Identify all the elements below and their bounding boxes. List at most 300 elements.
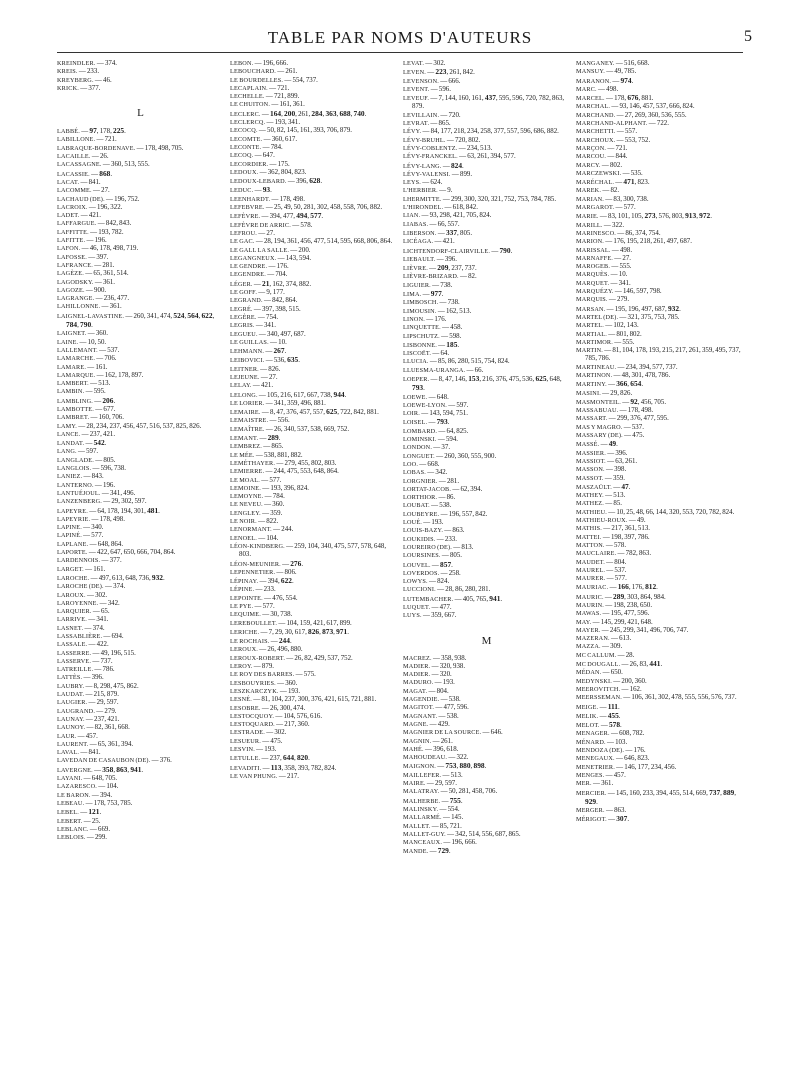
index-entry: LIGUIER. — 738.	[403, 281, 453, 289]
page-reference: 396	[444, 255, 456, 263]
index-entry: LÉPINE. — 233.	[230, 586, 276, 594]
author-name: LAGODSKY.	[57, 278, 94, 286]
author-name: LUQUET.	[403, 604, 431, 611]
index-entry: LE GAC. — 28, 194, 361, 456, 477, 514, 595, 668, 806, 864.	[230, 238, 393, 246]
page-reference: 176	[633, 747, 644, 755]
index-entry: LUTEMBACHER. — 405, 765, 941.	[403, 593, 503, 603]
page-reference: 786	[102, 666, 113, 674]
page-reference: 824	[479, 212, 490, 220]
author-name: LIBERSON.	[403, 229, 437, 237]
author-name: LACHAUD (DE).	[57, 195, 105, 203]
author-name: MÉRIGOT.	[576, 816, 607, 824]
page-reference: 85	[613, 500, 621, 508]
index-entry: LEROY. — 879.	[230, 663, 274, 671]
author-name: MARCZEWSKI.	[576, 169, 622, 177]
index-entry: LEMÉTHAYER. — 279, 455, 802, 803.	[230, 459, 337, 467]
page-reference: 176	[276, 263, 287, 271]
index-entry: LAGÈZE. — 65, 361, 514.	[57, 270, 129, 278]
author-name: LEJEUNE.	[230, 373, 260, 381]
page-reference: 50	[267, 127, 274, 135]
index-entry: LAFFARGUE. — 842, 843.	[57, 220, 132, 228]
page-reference: 721	[449, 822, 461, 830]
page-reference: 864	[110, 540, 122, 548]
index-entry: LARDENNOIS. — 377.	[57, 557, 122, 565]
author-name: MARTEL.	[576, 322, 605, 330]
page-reference: 284	[311, 108, 323, 118]
author-name: MAGNANT.	[403, 712, 438, 720]
page-reference: 536	[522, 375, 533, 383]
page-reference: 825	[456, 427, 467, 435]
index-entry: LEDOUX-LEBARD. — 396, 628.	[230, 176, 323, 186]
page-reference: 341	[636, 626, 647, 634]
index-entry: MARINESCO. — 86, 374, 754.	[576, 229, 661, 237]
page-reference: 577	[262, 603, 273, 610]
index-entry: LESTOQUARD. — 217, 360.	[230, 721, 310, 729]
author-name: MASSOT.	[576, 474, 604, 482]
page-reference: 498	[112, 515, 124, 523]
page-reference: 824	[437, 578, 448, 586]
author-name: MEDYNSKI.	[576, 677, 613, 685]
page-reference: 477	[443, 704, 454, 712]
author-name: MAUREL.	[576, 566, 606, 574]
page-reference: 667	[306, 391, 318, 399]
index-entry: LAMY. — 28, 234, 237, 456, 457, 516, 537, 825, 826.	[57, 422, 202, 430]
page-reference: 298	[439, 212, 450, 220]
page-reference: 178	[107, 507, 118, 515]
page-reference: 81	[261, 696, 269, 704]
author-name: LIMOUSIN.	[403, 307, 437, 315]
page-reference: 648	[640, 618, 651, 626]
page-reference: 302	[121, 498, 132, 506]
page-reference: 146	[629, 103, 640, 111]
page-reference: 223	[435, 67, 447, 77]
index-entry: LEVENSON. — 666.	[403, 77, 461, 85]
page-reference: 822	[266, 518, 277, 526]
author-name: LECONTE.	[230, 143, 262, 151]
author-name: MARCEL.	[576, 95, 605, 103]
page-reference: 162	[104, 371, 116, 379]
page-reference: 624	[430, 179, 441, 187]
page-reference: 50	[97, 338, 105, 346]
index-entry: LEBERT. — 25.	[57, 817, 101, 825]
page-reference: 361	[601, 780, 612, 788]
page-reference: 200	[284, 108, 296, 118]
page-reference: 898	[473, 761, 485, 771]
page-reference: 193	[264, 746, 275, 754]
page-reference: 555	[622, 338, 633, 346]
page-reference: 720	[525, 95, 536, 103]
page-reference: 737	[724, 694, 735, 702]
index-entry: LAURENT. — 65, 361, 394.	[57, 740, 134, 748]
index-entry: MASSART. — 299, 376, 477, 595.	[576, 415, 669, 423]
index-entry: LASSABLIÈRE. — 694.	[57, 633, 124, 640]
author-name: LÉPINAY.	[230, 578, 259, 586]
author-name: LEROUX.	[230, 646, 259, 654]
page-reference: 537	[631, 423, 643, 431]
author-name: MEIGE.	[576, 703, 599, 711]
page-reference: 341	[146, 312, 158, 320]
page-reference: 63	[467, 153, 475, 161]
page-reference: 10	[87, 338, 95, 346]
page-reference: 786	[637, 533, 648, 541]
page-reference: 363	[325, 108, 337, 118]
index-entry: LACOMME. — 27.	[57, 187, 110, 195]
page-reference: 863	[552, 95, 563, 103]
page-reference: 194	[273, 238, 285, 246]
index-entry: MAURIN. — 198, 238, 650.	[576, 602, 653, 609]
page-reference: 577	[503, 153, 515, 161]
page-reference: 258	[448, 569, 460, 577]
index-entry: MALLET. — 85, 721.	[403, 822, 462, 830]
page-reference: 195	[626, 238, 638, 246]
page-reference: 514	[327, 238, 338, 246]
page-reference: 26	[629, 661, 637, 669]
index-entry: MARILL. — 322.	[576, 221, 625, 229]
author-name: MARTINY.	[576, 381, 607, 389]
section-letter: M	[481, 634, 492, 647]
author-name: LADET.	[57, 212, 80, 220]
page-reference: 513	[98, 380, 109, 388]
page-reference: 597	[134, 498, 145, 506]
page-reference: 971	[336, 626, 348, 636]
page-reference: 289	[267, 433, 279, 443]
page-reference: 27	[622, 254, 630, 262]
page-reference: 376	[630, 415, 641, 423]
index-entry: LEGRAND. — 842, 864.	[230, 297, 298, 305]
index-entry: LEVEUF. — 7, 144, 160, 161, 437, 595, 596, 720, 782, 863, 879.	[403, 93, 565, 111]
author-name: LICÉAGA.	[403, 238, 434, 246]
author-name: LACOMME.	[57, 187, 92, 195]
author-name: LEPOINTE.	[230, 594, 263, 602]
page-reference: 635	[287, 355, 299, 365]
page-reference: 737	[709, 787, 721, 797]
author-name: LOO.	[403, 460, 419, 468]
page-reference: 669	[323, 425, 335, 433]
page-reference: 175	[277, 160, 288, 168]
author-name: MAY.	[576, 618, 592, 626]
author-name: LEVENSON.	[403, 77, 440, 85]
page-reference: 65	[93, 270, 101, 278]
index-entry: MASSIER. — 396.	[576, 449, 628, 457]
page-reference: 553	[624, 136, 636, 144]
page-reference: 694	[111, 633, 122, 640]
page-reference: 737	[728, 347, 739, 355]
author-name: LASSERVE.	[57, 657, 92, 665]
author-name: LATREILLE.	[57, 666, 94, 674]
author-name: LEENHARDT.	[230, 195, 271, 203]
index-entry: LANIEZ. — 843.	[57, 473, 104, 481]
page-reference: 193	[431, 519, 442, 527]
index-entry: MADIER. — 320.	[403, 671, 452, 679]
index-entry: MADURO. — 193.	[403, 679, 455, 687]
index-entry: LEVENT. — 596.	[403, 85, 451, 93]
page-reference: 160	[458, 95, 469, 103]
page-reference: 706	[326, 127, 337, 135]
author-name: MATHEZ.	[576, 500, 605, 508]
index-entry: MARTEL (DE). — 321, 375, 753, 785.	[576, 313, 680, 321]
page-reference: 396	[283, 484, 294, 492]
page-reference: 477	[282, 213, 294, 221]
author-name: LAUNOY.	[57, 724, 86, 732]
index-entry: LEJEUNE. — 27.	[230, 373, 278, 381]
page-reference: 974	[620, 75, 632, 85]
author-name: LAGRANGE.	[57, 295, 95, 303]
index-entry: LANGLADE. — 805.	[57, 456, 116, 464]
index-entry: LÉPINAY. — 394, 622.	[230, 576, 294, 586]
page-reference: 782	[538, 95, 550, 103]
page-reference: 786	[658, 371, 669, 379]
index-entry: LECONTE. — 784.	[230, 143, 283, 151]
index-entry: MAYER. — 245, 299, 341, 496, 706, 747.	[576, 626, 689, 634]
page-reference: 481	[147, 505, 159, 515]
page-reference: 397	[262, 305, 273, 313]
index-entry: MASSON. — 398.	[576, 466, 627, 474]
page-reference: 48	[621, 371, 629, 379]
author-name: LUTEMBACHER.	[403, 595, 454, 603]
page-reference: 625	[535, 373, 547, 383]
index-entry: LEVEN. — 223, 261, 842.	[403, 67, 475, 77]
index-entry: MARCY. — 802.	[576, 161, 623, 169]
page-reference: 667	[444, 612, 455, 620]
page-reference: 628	[309, 176, 321, 186]
page-reference: 299	[616, 415, 628, 423]
page-reference: 397	[96, 253, 107, 261]
index-entry: MAIRE. — 29, 597.	[403, 780, 457, 788]
page-reference: 104	[622, 347, 633, 355]
index-entry: LINON. — 176.	[403, 315, 447, 323]
page-reference: 863	[452, 527, 463, 535]
index-entry: MAIGNON. — 753, 880, 898.	[403, 761, 487, 771]
page-reference: 422	[96, 549, 108, 557]
page-reference: 790	[80, 320, 92, 330]
index-entry: LE ROCHAIS. — 244.	[230, 636, 292, 646]
index-entry: LEMBREZ. — 865.	[230, 443, 284, 451]
index-entry: LE LORIER. — 341, 359, 496, 881.	[230, 399, 326, 407]
index-entry: LAVEDAN DE CASAUBON (DE). — 376.	[57, 757, 172, 765]
page-reference: 200	[298, 246, 309, 254]
page-reference: 497	[98, 574, 110, 582]
index-entry: LOVERDOS. — 258.	[403, 569, 461, 577]
page-reference: 900	[94, 286, 105, 294]
page-reference: 162	[629, 685, 640, 693]
page-reference: 237	[451, 265, 462, 273]
page-reference: 300	[623, 195, 634, 203]
index-entry: LOMINSKI. — 594.	[403, 436, 459, 444]
index-entry: LAFRANCE. — 281.	[57, 261, 115, 269]
page-reference: 805	[103, 456, 114, 464]
index-entry: LECORDIER. — 175.	[230, 160, 290, 168]
page-reference: 8	[438, 375, 443, 383]
author-name: LOMBARD.	[403, 427, 438, 435]
page-reference: 538	[448, 696, 460, 704]
page-reference: 576	[711, 694, 722, 702]
author-name: LHERMITTE.	[403, 195, 442, 203]
index-entry: MELIK. — 455.	[576, 710, 621, 720]
page-reference: 597	[636, 288, 647, 296]
author-name: MAHÉ.	[403, 745, 424, 753]
index-entry: MEERSSEMAN. — 106, 361, 302, 478, 555, 556, 576, 737.	[576, 694, 737, 702]
author-name: LAPEYRE.	[57, 507, 88, 515]
page-reference: 299	[450, 195, 462, 203]
page-reference: 842	[462, 69, 474, 77]
page-reference: 577	[347, 542, 358, 550]
page-reference: 341	[287, 119, 299, 127]
index-entry: LAUDAT. — 215, 879.	[57, 691, 119, 699]
page-title: TABLE PAR NOMS D'AUTEURS	[267, 28, 533, 47]
page-reference: 753	[654, 313, 665, 321]
page-reference: 82	[468, 273, 475, 281]
page-reference: 785	[667, 313, 678, 321]
author-name: MATHIEU.	[576, 508, 607, 516]
author-name: LÉVY-FRANCKEL.	[403, 153, 458, 161]
index-entry: LOUIS-BAZY. — 863.	[403, 527, 465, 535]
page-reference: 880	[459, 761, 471, 771]
page-reference: 261	[653, 238, 664, 246]
author-name: LOBAS.	[403, 469, 427, 477]
page-reference: 806	[366, 238, 378, 246]
page-reference: 737	[464, 265, 475, 273]
page-reference: 302	[657, 694, 669, 702]
page-reference: 706	[104, 355, 115, 363]
author-name: LÉVY-COBLENTZ.	[403, 144, 458, 152]
index-entry: MENETRIER. — 146, 177, 234, 456.	[576, 763, 677, 771]
index-entry: LÉON-MEUNIER. — 276.	[230, 558, 304, 568]
index-entry: MARIE. — 83, 101, 105, 273, 576, 803, 913, 972.	[576, 211, 712, 221]
page-reference: 359	[270, 509, 281, 517]
page-reference: 882	[290, 451, 301, 459]
author-name: LOUBAT.	[403, 502, 430, 510]
page-reference: 557	[624, 128, 636, 136]
index-entry: MASSARY (DE). — 475.	[576, 432, 645, 440]
page-reference: 441	[649, 659, 661, 669]
page-reference: 755	[449, 795, 461, 805]
page-reference: 299	[614, 618, 625, 626]
page-reference: 245	[609, 626, 621, 634]
page-reference: 813	[461, 543, 472, 551]
author-name: LÉVY-VALENSI.	[403, 170, 451, 178]
page-reference: 613	[619, 635, 630, 643]
page-reference: 164	[270, 108, 282, 118]
page-reference: 669	[695, 789, 707, 797]
author-name: LIGUIER.	[403, 281, 431, 289]
page-reference: 162	[445, 307, 457, 315]
author-name: LEBLOIS.	[57, 834, 86, 842]
author-name: MARCHAL.	[576, 103, 611, 111]
page-reference: 193	[274, 119, 286, 127]
author-name: LASSALE.	[57, 641, 88, 649]
author-name: MASSIER.	[576, 449, 606, 457]
author-name: KREIS.	[57, 68, 78, 76]
page-reference: 50	[448, 788, 456, 796]
page-reference: 824	[296, 484, 308, 492]
author-name: LANZENBERG.	[57, 498, 102, 506]
page-reference: 613	[112, 574, 123, 582]
page-reference: 215	[93, 691, 104, 699]
index-entry: LEGÈRE. — 754.	[230, 313, 279, 321]
page-reference: 720	[448, 111, 459, 119]
page-reference: 555	[137, 161, 148, 169]
author-name: MANSUY.	[576, 68, 605, 76]
index-entry: MARTIMOR. — 555.	[576, 338, 635, 346]
index-entry: LAFOSSE. — 397.	[57, 253, 109, 261]
page-reference: 320	[669, 508, 680, 516]
author-name: LANIEZ.	[57, 473, 83, 481]
index-entry: LORTAT-JACOB. — 62, 394.	[403, 485, 483, 493]
page-reference: 498	[641, 407, 652, 415]
author-name: MENGES.	[576, 771, 605, 779]
page-reference: 105	[631, 213, 642, 221]
page-reference: 722	[656, 120, 668, 128]
page-reference: 261	[440, 737, 452, 745]
page-reference: 238	[626, 602, 638, 609]
page-reference: 938	[454, 654, 465, 662]
author-name: LEREBOULLET.	[230, 619, 278, 627]
page-reference: 82	[276, 127, 284, 135]
author-name: LALLEMANT.	[57, 346, 98, 354]
page-reference: 557	[506, 128, 518, 136]
page-reference: 361	[624, 525, 635, 533]
author-name: LECOQ.	[230, 152, 254, 160]
page-reference: 322	[456, 754, 467, 762]
page-reference: 824	[497, 358, 508, 366]
author-name: MARQUÈS.	[576, 271, 610, 279]
page-reference: 738	[636, 195, 647, 203]
page-reference: 225	[113, 126, 125, 136]
index-entry: LETULLE. — 237, 644, 820.	[230, 753, 310, 763]
index-entry: LAUR. — 457.	[57, 732, 98, 740]
page-reference: 200	[621, 677, 632, 685]
page-reference: 577	[269, 476, 280, 484]
page-reference: 29	[96, 699, 104, 707]
page-reference: 28	[625, 651, 633, 659]
index-entry: MARCHAL. — 93, 146, 457, 537, 666, 824.	[576, 103, 695, 111]
author-name: MARC.	[576, 85, 597, 93]
page-reference: 648	[91, 775, 103, 783]
page-reference: 524	[173, 310, 185, 320]
index-entry: LE GUILLAS. — 10.	[230, 338, 287, 346]
index-entry: LEMIERRE. — 244, 475, 553, 648, 864.	[230, 468, 339, 476]
author-name: LLUCIA.	[403, 358, 429, 366]
author-name: LANGLOIS.	[57, 465, 92, 473]
page-reference: 864	[285, 297, 296, 305]
index-entry: LEITNER. — 826.	[230, 365, 281, 373]
page-reference: 879	[261, 663, 273, 671]
page-reference: 105	[267, 391, 278, 399]
index-entry: MANDE. — 729.	[403, 846, 451, 856]
index-entry: MASSÉ. — 49.	[576, 439, 618, 449]
page-reference: 361	[109, 303, 120, 311]
index-entry: LAMARE. — 161.	[57, 363, 108, 371]
page-reference: 785	[120, 799, 131, 807]
author-name: LAFFARGUE.	[57, 220, 97, 228]
index-entry: LEIBOVICI. — 536, 635.	[230, 355, 300, 365]
page-reference: 29	[111, 498, 119, 506]
index-entry: LÉON-KINDBERG. — 259, 104, 340, 475, 577, 578, 648, 803.	[230, 542, 387, 559]
page-reference: 752	[340, 654, 352, 662]
page-reference: 666	[448, 77, 459, 85]
page-reference: 361	[104, 724, 115, 732]
author-name: LÉVY-BRUHL.	[403, 136, 446, 144]
page-reference: 143	[626, 322, 637, 330]
index-entry: LATREILLE. — 786.	[57, 666, 115, 674]
author-name: LAVEDAN DE CASAUBON (DE).	[57, 757, 151, 765]
index-entry: MAGAT. — 804.	[403, 687, 449, 695]
author-name: LORTHIOR.	[403, 494, 438, 502]
index-entry: MASSABUAU. — 178, 498.	[576, 407, 654, 415]
index-entry: MERGER. — 863.	[576, 807, 627, 815]
page-reference: 398	[275, 305, 286, 313]
page-reference: 162	[272, 280, 283, 288]
